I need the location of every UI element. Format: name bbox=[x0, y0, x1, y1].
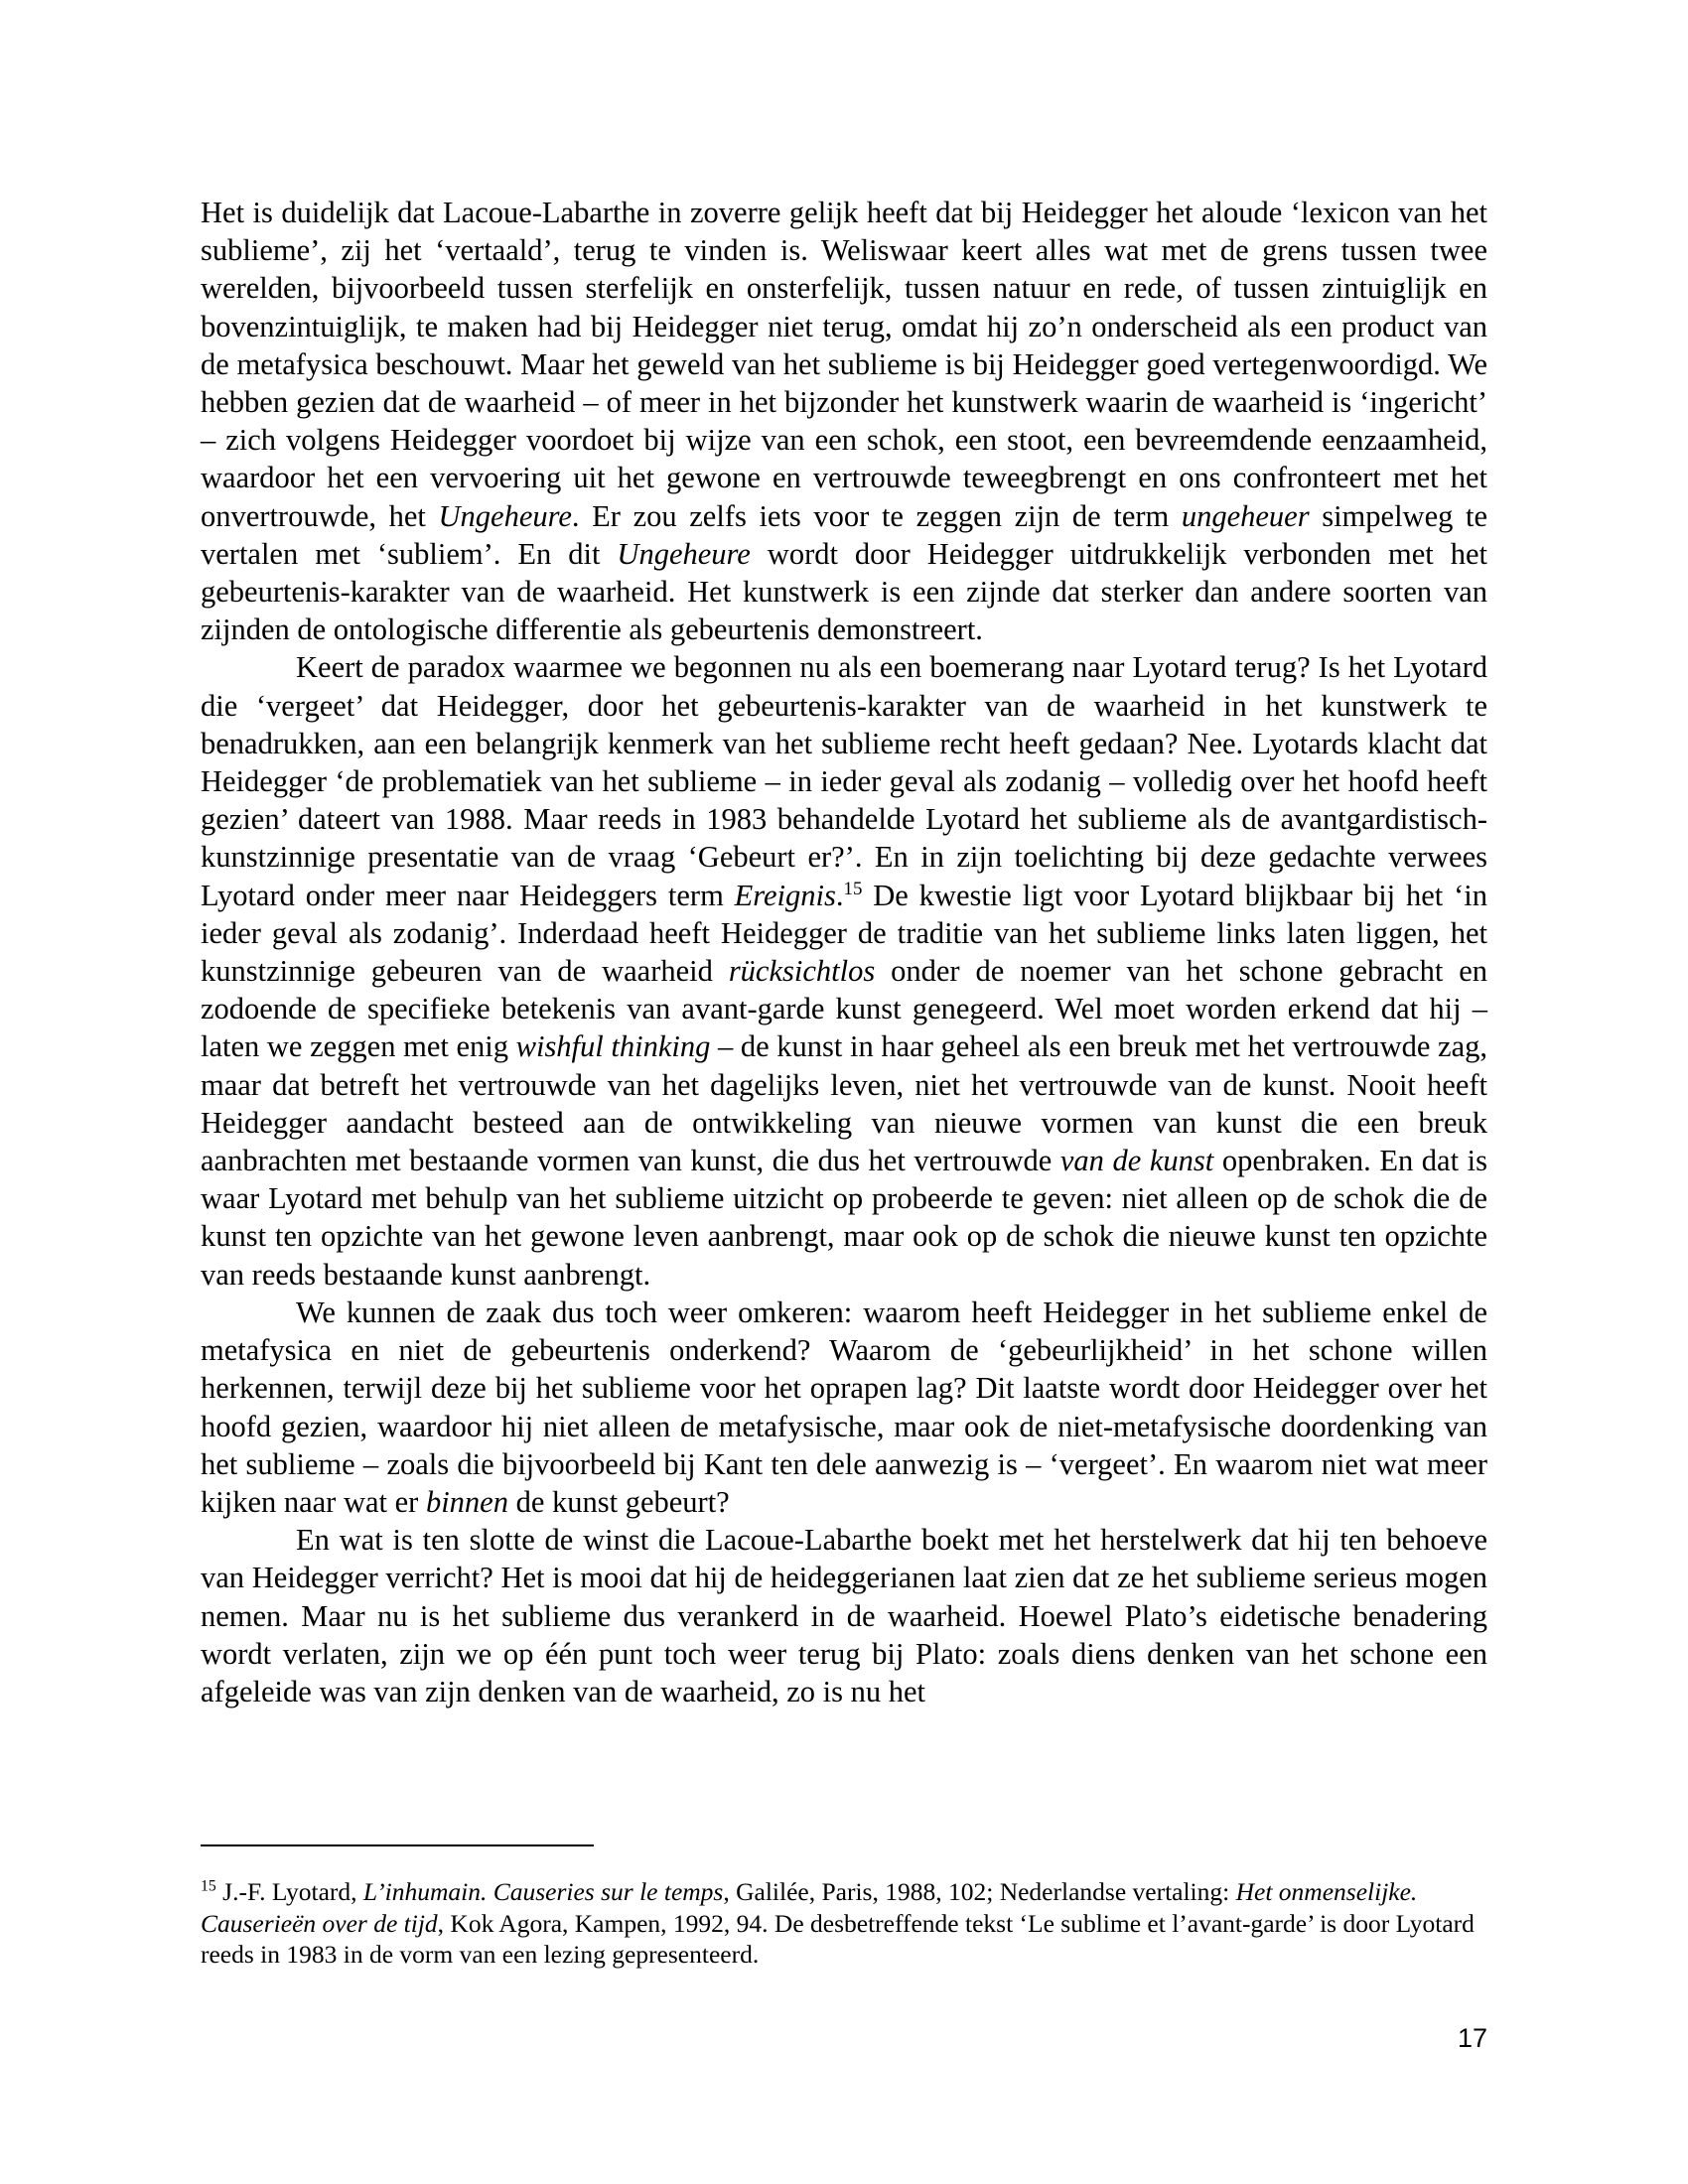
text-run: onder de noemer van het schone gebracht en zodoende de specifieke betekenis van avant-garde kunst genegeerd. Wel moet worden erkend dat hij – laten we zeggen met enig bbox=[201, 954, 1487, 1064]
italic-term: Ungeheure bbox=[617, 536, 751, 571]
text-run: simpelweg te vertalen met ‘subliem’. En dit bbox=[201, 498, 1487, 571]
italic-term: L’inhumain. Causeries sur le temps bbox=[362, 1877, 724, 1906]
italic-term: van de kunst bbox=[1059, 1144, 1214, 1178]
text-run: openbraken. En dat is waar Lyotard met behulp van het sublieme uitzicht op probeerde te geven: niet alleen op de schok die de kunst ten opzichte van het gewone leven aanbrengt, maar ook op de schok die nieuwe kunst ten opzichte van reeds bestaande kunst aanbrengt. bbox=[201, 1144, 1487, 1292]
text-run: Keert de paradox waarmee we begonnen nu als een boemerang naar Lyotard terug? Is het Lyotard die ‘vergeet’ dat Heidegger, door het gebeurtenis-karakter van de waarheid in het kunstwerk te benadrukken, aan een belangrijk kenmerk van het sublieme recht heeft gedaan? Nee. Lyotards klacht dat Heidegger ‘de problematiek van het sublieme – in ieder geval als zodanig – volledig over het hoofd heeft gezien’ dateert van 1988. Maar reeds in 1983 behandelde Lyotard het sublieme als de avantgardistisch-kunstzinnige presentatie van de vraag ‘Gebeurt er?’. En in zijn toelichting bij deze gedachte verwees Lyotard onder meer naar Heideggers term bbox=[201, 650, 1487, 912]
text-run: , Kok Agora, Kampen, 1992, 94. De desbetreffende tekst ‘Le sublime et l’avant-garde’ is door Lyotard reeds in 1983 in de vorm van een lezing gepresenteerd. bbox=[201, 1908, 1475, 1969]
italic-term: Het onmenselijke. Causerieën over de tijd bbox=[201, 1877, 1418, 1938]
paragraph bbox=[201, 1294, 1487, 1521]
body-text bbox=[201, 194, 1487, 1710]
italic-term: wishful thinking bbox=[515, 1029, 711, 1064]
text-run: , Galilée, Paris, 1988, 102; Nederlandse vertaling: bbox=[723, 1877, 1236, 1906]
text-run: En wat is ten slotte de winst die Lacoue-Labarthe boekt met het herstelwerk dat hij ten behoeve van Heidegger verricht? Het is mooi dat hij de heideggerianen laat zien dat ze het sublieme serieus mogen nemen. Maar nu is het sublieme dus verankerd in de waarheid. Hoewel Plato’s eidetische benadering wordt verlaten, zijn we op één punt toch weer terug bij Plato: zoals diens denken van het schone een afgeleide was van zijn denken van de waarheid, zo is nu het bbox=[201, 1523, 1487, 1708]
footnote-marker: 15 bbox=[201, 1877, 216, 1895]
text-run: De kwestie ligt voor Lyotard blijkbaar bij het ‘in ieder geval als zodanig’. Inderdaad heeft Heidegger de traditie van het sublieme links laten liggen, het kunstzinnige gebeuren van de waarheid bbox=[201, 878, 1487, 989]
page-number: 17 bbox=[1457, 2023, 1487, 2053]
text-run: de kunst gebeurt? bbox=[507, 1484, 730, 1519]
footnote-separator bbox=[201, 1844, 594, 1846]
footnote-marker: 15 bbox=[843, 878, 863, 899]
text-run: Het is duidelijk dat Lacoue-Labarthe in zoverre gelijk heeft dat bij Heidegger het aloude ‘lexicon van het sublieme’, zij het ‘vertaald’, terug te vinden is. Weliswaar keert alles wat met de grens tussen twee werelden, bijvoorbeeld tussen sterfelijk en onsterfelijk, tussen natuur en rede, of tussen zintuiglijk en bovenzintuiglijk, te maken had bij Heidegger niet terug, omdat hij zo’n onderscheid als een product van de metafysica beschouwt. Maar het geweld van het sublieme is bij Heidegger goed vertegenwoordigd. We hebben gezien dat de waarheid – of meer in het bijzonder het kunstwerk waarin de waarheid is ‘ingericht’ – zich volgens Heidegger voordoet bij wijze van een schok, een stoot, een bevreemdende eenzaamheid, waardoor het een vervoering uit het gewone en vertrouwde teweegbrengt en ons confronteert met het onvertrouwde, het bbox=[201, 196, 1487, 533]
text-run: – de kunst in haar geheel als een breuk met het vertrouwde zag, maar dat betreft het vertrouwde van het dagelijks leven, niet het vertrouwde van de kunst. Nooit heeft Heidegger aandacht besteed aan de ontwikkeling van nieuwe vormen van kunst die een breuk aanbrachten met bestaande vormen van kunst, die dus het vertrouwde bbox=[201, 1029, 1488, 1178]
italic-term: ungeheuer bbox=[1181, 498, 1310, 533]
italic-term: rücksichtlos bbox=[728, 954, 876, 989]
italic-term: binnen bbox=[425, 1484, 508, 1519]
italic-term: Ereignis bbox=[734, 878, 836, 912]
text-run: J.-F. Lyotard, bbox=[215, 1877, 363, 1906]
paragraph bbox=[201, 648, 1487, 1293]
italic-term: Ungeheure bbox=[438, 498, 572, 533]
text-run: . Er zou zelfs iets voor te zeggen zijn de term bbox=[571, 498, 1182, 533]
paragraph bbox=[201, 1521, 1487, 1710]
footnote bbox=[201, 1876, 1487, 1971]
text-run: wordt door Heidegger uitdrukkelijk verbonden met het gebeurtenis-karakter van de waarheid. Het kunstwerk is een zijnde dat sterker dan andere soorten van zijnden de ontologische differentie als gebeurtenis demonstreert. bbox=[201, 536, 1488, 647]
text-run: . bbox=[835, 878, 844, 912]
text-run: We kunnen de zaak dus toch weer omkeren: waarom heeft Heidegger in het sublieme enkel de metafysica en niet de gebeurtenis onderkend? Waarom de ‘gebeurlijkheid’ in het schone willen herkennen, terwijl deze bij het sublieme voor het oprapen lag? Dit laatste wordt door Heidegger over het hoofd gezien, waardoor hij niet alleen de metafysische, maar ook de niet-metafysische doordenking van het sublieme – zoals die bijvoorbeeld bij Kant ten dele aanwezig is – ‘vergeet’. En waarom niet wat meer kijken naar wat er bbox=[201, 1295, 1487, 1519]
paragraph bbox=[201, 194, 1487, 648]
